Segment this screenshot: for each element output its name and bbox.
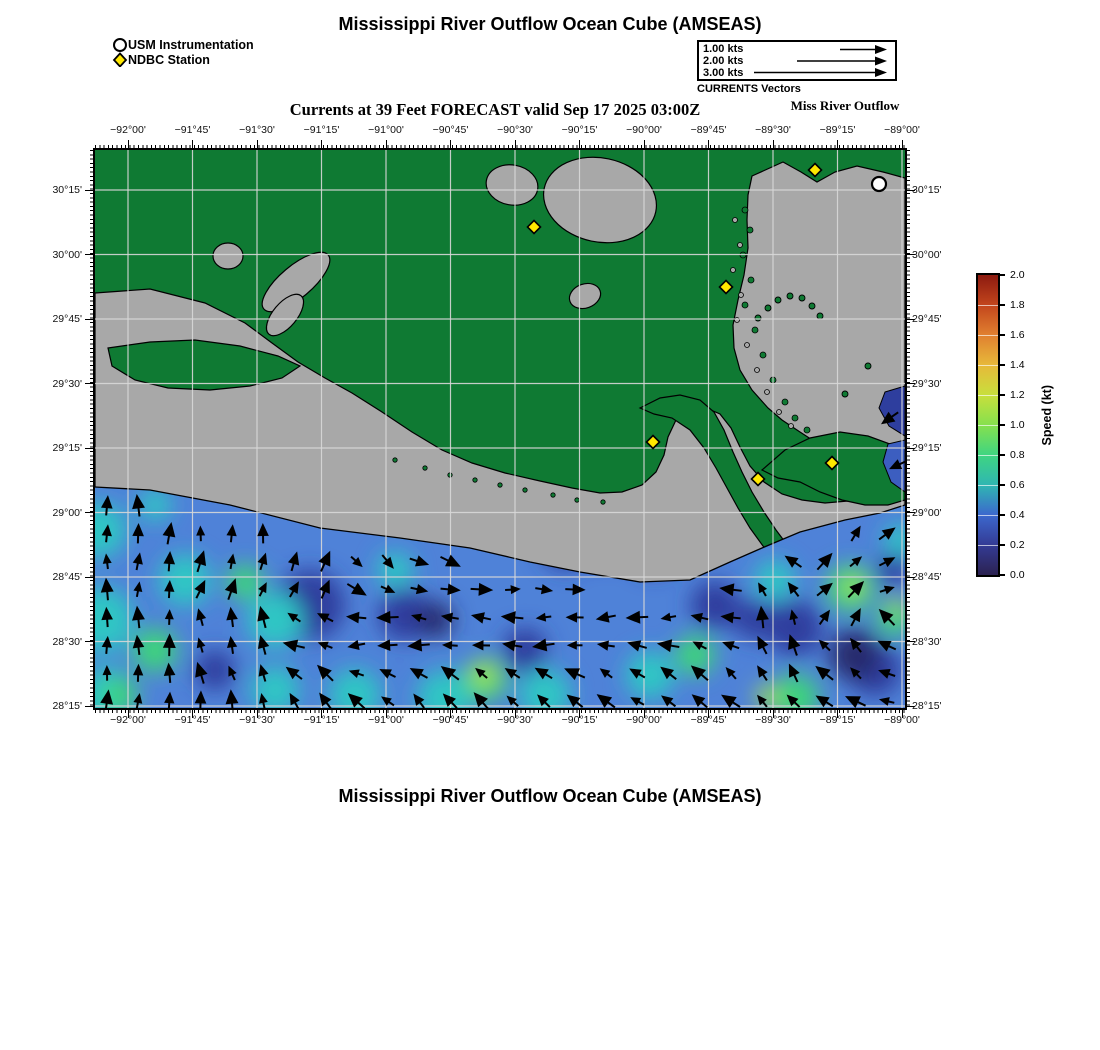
lat-tick-label-left: 28°45' [52,571,82,583]
colorbar-tick [998,364,1005,366]
currents-vector-key [697,40,897,95]
lat-tick-label-left: 30°00' [52,248,82,261]
colorbar-tick-label: 1.0 [1010,419,1025,431]
lat-tick-label-right: 30°00' [912,248,942,261]
colorbar [978,275,1000,577]
lon-tick-label-top: −90°30' [497,124,533,136]
colorbar-tick [998,544,1005,546]
lon-tick-label-bottom: −89°00' [884,714,920,726]
lon-tick-label-bottom: −90°30' [497,714,533,726]
colorbar-tick [998,514,1005,516]
lat-tick-label-left: 30°15' [52,184,82,196]
colorbar-gridline [978,425,998,426]
lon-tick-label-top: −91°45' [174,124,211,136]
colorbar-tick-label: 0.2 [1010,539,1025,551]
lon-tick-label-top: −89°45' [690,124,727,136]
lon-tick-label-top: −90°00' [626,124,662,136]
colorbar-tick-label: 1.2 [1010,389,1025,401]
colorbar-tick-label: 1.8 [1010,299,1025,311]
figure-title-bottom: Mississippi River Outflow Ocean Cube (AMSEAS) [338,786,762,806]
legend-item-usm [112,37,254,52]
lon-tick-label-bottom: −91°15' [303,714,340,726]
lat-tick-label-right: 28°45' [912,571,942,583]
lon-tick-label-bottom: −89°15' [819,714,856,726]
lat-tick-label-right: 29°30' [912,377,942,390]
vector-key-label: 1.00 kts [703,43,744,55]
lon-tick-label-top: −89°15' [819,124,856,136]
lon-tick-label-bottom: −91°00' [368,714,404,726]
colorbar-gridline [978,545,998,546]
station-legend [112,37,254,67]
usm-station-marker [872,177,886,191]
vector-key-label: 2.00 kts [703,55,744,67]
colorbar-title: Speed (kt) [1040,385,1054,446]
region-label: Miss River Outflow [790,98,900,113]
lat-tick-label-right: 29°15' [912,442,942,454]
colorbar-gridline [978,515,998,516]
lon-tick-label-bottom: −90°00' [626,714,662,726]
colorbar-tick-label: 0.8 [1010,449,1025,461]
lon-tick-label-bottom: −90°15' [561,714,598,726]
lon-tick-label-top: −92°00' [110,124,146,136]
lat-tick-label-left: 29°45' [52,313,82,325]
vector-key-box [697,40,897,81]
colorbar-tick-label: 0.0 [1010,569,1025,581]
lon-tick-label-top: −90°15' [561,124,598,136]
colorbar-tick [998,484,1005,486]
lon-tick-label-bottom: −89°30' [755,714,791,726]
legend-item-ndbc [112,52,254,67]
colorbar-tick [998,274,1005,276]
lon-tick-label-bottom: −91°30' [239,714,275,726]
colorbar-tick-label: 1.6 [1010,329,1025,341]
lon-tick-label-top: −90°45' [432,124,469,136]
colorbar-tick [998,394,1005,396]
colorbar-gridline [978,485,998,486]
lat-tick-label-left: 29°15' [52,442,82,454]
colorbar-tick [998,454,1005,456]
vector-key-label: 3.00 kts [703,67,744,79]
colorbar-tick [998,334,1005,336]
colorbar-tick-label: 1.4 [1010,359,1025,371]
lon-tick-label-bottom: −90°45' [432,714,469,726]
circle-icon [112,37,128,52]
vector-key-arrows [701,42,893,79]
colorbar-gridline [978,335,998,336]
colorbar-gridline [978,395,998,396]
vector-key-caption: CURRENTS Vectors [697,83,801,95]
lat-tick-label-left: 29°00' [52,506,82,519]
lon-tick-label-bottom: −92°00' [110,714,146,726]
lon-tick-label-bottom: −91°45' [174,714,211,726]
colorbar-gridline [978,365,998,366]
lat-tick-label-right: 29°00' [912,506,942,519]
map-subtitle: Currents at 39 Feet FORECAST valid Sep 17 2025 03:00Z [289,100,701,119]
lon-tick-label-top: −91°15' [303,124,340,136]
diamond-icon [112,52,128,67]
lon-tick-label-top: −89°00' [884,124,920,136]
lat-tick-label-left: 28°30' [52,635,82,648]
lat-tick-label-right: 29°45' [912,313,942,325]
colorbar-tick-label: 2.0 [1010,269,1025,281]
legend-item-label: USM Instrumentation [128,37,254,52]
colorbar-gridline [978,305,998,306]
lon-tick-label-top: −91°00' [368,124,404,136]
colorbar-tick [998,304,1005,306]
legend-item-label: NDBC Station [128,52,210,67]
figure-title-top: Mississippi River Outflow Ocean Cube (AMSEAS) [338,14,762,34]
colorbar-tick-label: 0.6 [1010,479,1025,491]
lon-tick-label-top: −89°30' [755,124,791,136]
lat-tick-label-right: 28°30' [912,635,942,648]
lat-tick-label-left: 28°15' [52,700,82,712]
lon-tick-label-top: −91°30' [239,124,275,136]
currents-map [95,150,905,708]
lat-tick-label-right: 30°15' [912,184,942,196]
colorbar-tick [998,574,1005,576]
lon-tick-label-bottom: −89°45' [690,714,727,726]
colorbar-gridline [978,455,998,456]
map-canvas [93,148,907,710]
colorbar-tick [998,424,1005,426]
colorbar-tick-label: 0.4 [1010,509,1025,521]
lat-tick-label-right: 28°15' [912,700,942,712]
lat-tick-label-left: 29°30' [52,377,82,390]
